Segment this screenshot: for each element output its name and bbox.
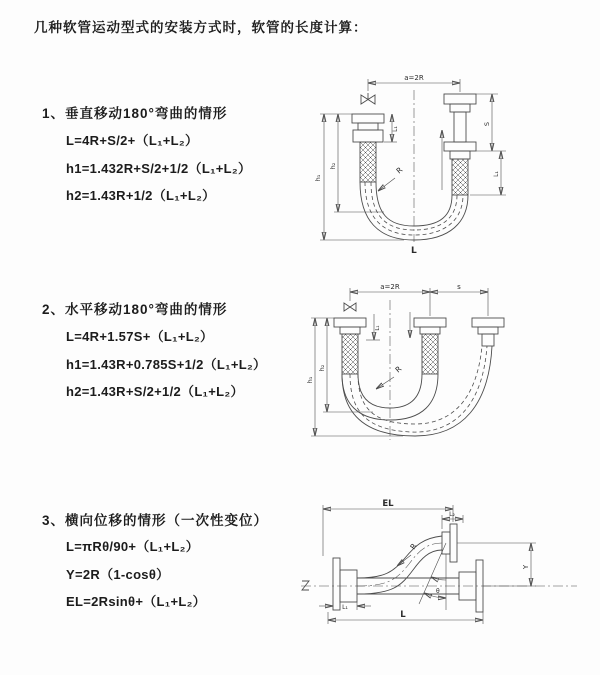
d2-dim-a2r-label: a=2R [380,283,400,291]
d3-dim-l2 [442,511,463,529]
d1-radius-label: R [394,165,405,176]
d1-right-fitting [444,94,476,195]
d1-dim-l1-right-label: L₁ [493,171,500,177]
d2-right-fitting [472,318,504,346]
d3-dim-el [323,499,453,556]
d1-dim-top-label: a=2R [404,74,424,82]
d3-dim-l-label: L [400,610,406,620]
d2-dim-l1-label: L₁ [375,325,381,331]
d3-dim-el-label: EL [382,499,394,509]
d3-dim-l2-label: L₂ [449,511,455,518]
d1-radius-leader [378,165,404,191]
d3-radius-label: R [408,541,419,552]
d3-dim-l [328,610,483,624]
d1-dim-l1-left-label: L₁ [392,126,399,132]
section-2-formula-h2: h2=1.43R+S/2+1/2（L₁+L₂） [66,384,244,399]
d1-left-fitting [352,114,384,182]
d3-hose-s-curve [357,536,442,594]
d3-dim-y [457,543,536,586]
diagram-1-vertical-180-bend [308,70,568,260]
section-2-formula-L: L=4R+1.57S+（L₁+L₂） [66,329,214,344]
d3-dim-l1 [319,602,371,611]
d3-angle-label: θ [436,588,440,595]
d3-dim-y-label: Y [522,564,530,570]
diagram-2-horizontal-180-bend [303,282,593,447]
d3-upper-right-flange [442,524,457,562]
d2-dim-l1 [366,314,381,340]
d1-valve-icon [361,93,375,104]
d3-left-flange [333,558,357,610]
d1-dim-s [476,94,506,151]
d1-dim-s-label: S [483,121,491,127]
d2-dim-top [350,283,488,316]
d2-hose-curves [342,346,492,436]
d1-dim-top [368,74,460,92]
d3-break-symbol [302,581,309,590]
d1-dim-l1-left [384,114,399,142]
section-1-heading: 1、垂直移动180°弯曲的情形 [42,106,228,121]
section-1-formula-L: L=4R+S/2+（L₁+L₂） [66,133,199,148]
section-3-formula-Y: Y=2R（1-cosθ） [66,567,170,582]
d1-dim-h2-label: h₂ [329,162,337,170]
section-3-formula-EL: EL=2Rsinθ+（L₁+L₂） [66,594,206,609]
section-2-heading: 2、水平移动180°弯曲的情形 [42,302,228,317]
diagram-3-lateral-displacement [293,498,583,648]
d2-middle-fitting [414,318,446,374]
section-2-formula-h1: h1=1.43R+0.785S+1/2（L₁+L₂） [66,357,267,372]
document-title: 几种软管运动型式的安装方式时，软管的长度计算： [34,20,368,35]
d1-dim-h1 [314,114,404,240]
d2-valve-icon [344,303,356,311]
d2-radius-leader [376,364,403,389]
d1-dim-l1-right [470,151,506,195]
d1-length-label: L [411,246,417,256]
section-1-formula-h1: h1=1.432R+S/2+1/2（L₁+L₂） [66,161,252,176]
d3-radius-leader [397,542,419,566]
section-3-heading: 3、横向位移的情形（一次性变位） [42,513,269,528]
d2-left-fitting [334,318,366,374]
d3-dim-l1-label: L₁ [342,604,348,611]
d2-dim-s-label: s [457,283,461,291]
section-3-formula-L: L=πRθ/90+（L₁+L₂） [66,539,199,554]
d2-radius-label: R [393,364,404,375]
section-1-formula-h2: h2=1.43R+1/2（L₁+L₂） [66,188,216,203]
d1-dim-h1-label: h₁ [314,174,322,182]
d2-dim-h2-label: h₂ [318,364,326,372]
d2-dim-h1-label: h₁ [306,376,314,384]
d3-straight-pipe [357,578,459,594]
